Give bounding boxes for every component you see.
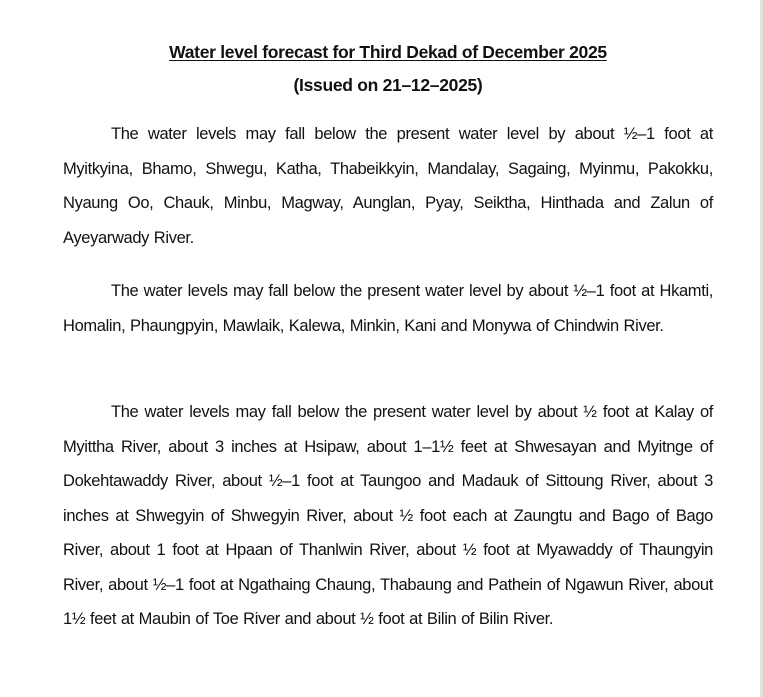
paragraph-text: The water levels may fall below the present water level by about ½–1 foot at Myitkyina, Bhamo, Shwegu, Katha, Thabeikkyin, Mandalay, Sagaing, Myinmu, Pakokku, Nyaung Oo, Chauk, Minbu, Magway, Aunglan, Pyay, Seiktha, Hinthada and Zalun of Ayeyarwady River. <box>63 125 713 247</box>
forecast-paragraph-other-rivers <box>63 395 713 637</box>
paragraph-text: The water levels may fall below the present water level by about ½ foot at Kalay of Myittha River, about 3 inches at Hsipaw, about 1–1½ feet at Shwesayan and Myitnge of Dokehtawaddy River, about ½–1 foot at Taungoo and Madauk of Sittoung River, about 3 inches at Shwegyin of Shwegyin River, about ½ foot each at Zaungtu and Bago of Bago River, about 1 foot at Hpaan of Thanlwin River, about ½ foot at Myawaddy of Thaungyin River, about ½–1 foot at Ngathaing Chaung, Thabaung and Pathein of Ngawun River, about 1½ feet at Maubin of Toe River and about ½ foot at Bilin of Bilin River. <box>63 403 713 628</box>
paragraph-text: The water levels may fall below the present water level by about ½–1 foot at Hkamti, Homalin, Phaungpyin, Mawlaik, Kalewa, Minkin, Kani and Monywa of Chindwin River. <box>63 282 713 335</box>
issued-date: (Issued on 21–12–2025) <box>293 75 483 95</box>
forecast-paragraph-chindwin <box>63 274 713 343</box>
document-title: Water level forecast for Third Dekad of December 2025 <box>169 42 607 62</box>
forecast-paragraph-ayeyarwady <box>63 117 713 255</box>
